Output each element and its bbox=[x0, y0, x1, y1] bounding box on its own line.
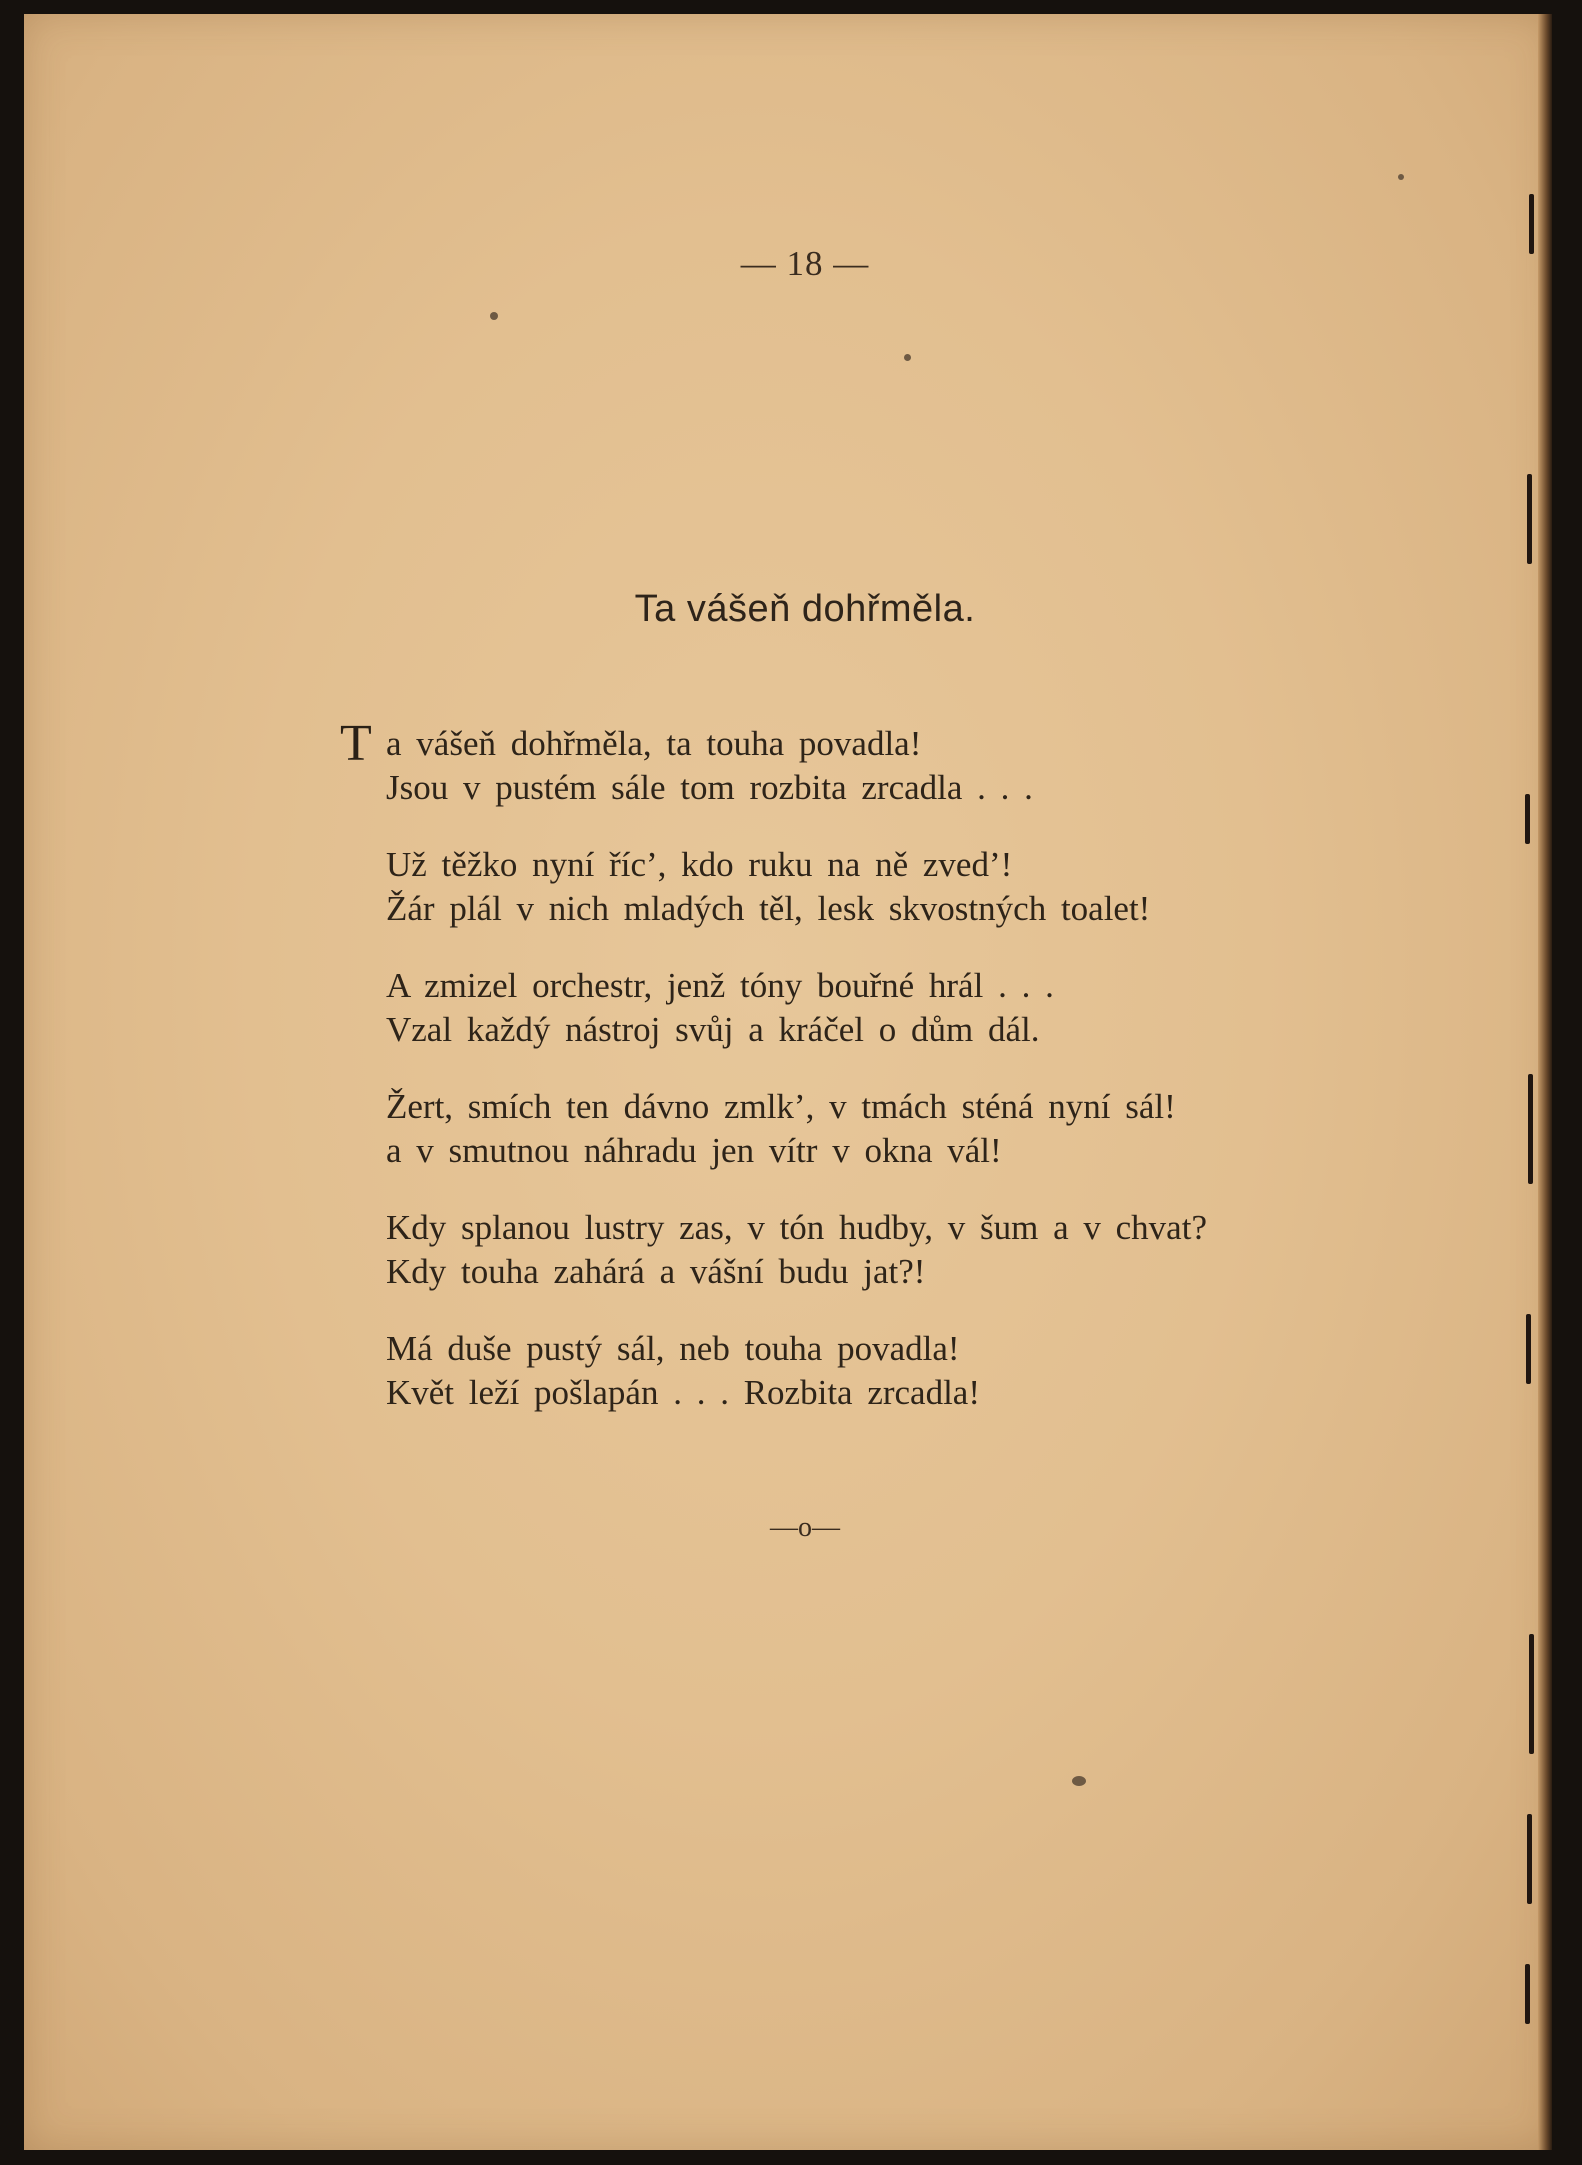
poem-line: Kdy touha zahárá a vášní budu jat?! bbox=[386, 1252, 926, 1291]
poem-line: Jsou v pustém sále tom rozbita zrcadla . . . bbox=[386, 768, 1033, 807]
poem-line bbox=[340, 715, 1286, 772]
paper-speck bbox=[1398, 174, 1404, 180]
stanza bbox=[386, 1085, 1286, 1173]
stanza bbox=[386, 1206, 1286, 1294]
first-line-text: a vášeň dohřměla, ta touha povadla! bbox=[386, 724, 922, 763]
edge-mark bbox=[1525, 1964, 1530, 2024]
poem-line: A zmizel orchestr, jenž tóny bouřné hrál . . . bbox=[386, 966, 1054, 1005]
edge-mark bbox=[1526, 1314, 1531, 1384]
stanza bbox=[340, 715, 1286, 810]
paper-speck bbox=[904, 354, 911, 361]
drop-cap: T bbox=[340, 715, 372, 772]
poem-line: Květ leží pošlapán . . . Rozbita zrcadla! bbox=[386, 1373, 981, 1412]
poem-line: a v smutnou náhradu jen vítr v okna vál! bbox=[386, 1131, 1002, 1170]
poem-body bbox=[340, 715, 1286, 1448]
poem-line: Kdy splanou lustry zas, v tón hudby, v šum a v chvat? bbox=[386, 1208, 1207, 1247]
paper-speck bbox=[1072, 1776, 1086, 1786]
edge-mark bbox=[1527, 474, 1532, 564]
stanza bbox=[386, 843, 1286, 931]
paper-speck bbox=[490, 312, 498, 320]
page-number: — 18 — bbox=[740, 244, 870, 283]
edge-mark bbox=[1529, 1634, 1534, 1754]
edge-mark bbox=[1528, 1074, 1533, 1184]
poem-title: Ta vášeň dohřměla. bbox=[634, 588, 976, 630]
edge-mark bbox=[1527, 1814, 1532, 1904]
poem-line: Má duše pustý sál, neb touha povadla! bbox=[386, 1329, 960, 1368]
end-ornament: —o— bbox=[770, 1512, 840, 1543]
edge-mark bbox=[1525, 794, 1530, 844]
poem-line: Žár plál v nich mladých těl, lesk skvostných toalet! bbox=[386, 889, 1151, 928]
stanza bbox=[386, 964, 1286, 1052]
stanza bbox=[386, 1327, 1286, 1415]
page-edge bbox=[1538, 14, 1552, 2150]
poem-line: Už těžko nyní říc’, kdo ruku na ně zved’! bbox=[386, 845, 1013, 884]
poem-line: Vzal každý nástroj svůj a kráčel o dům dál. bbox=[386, 1010, 1040, 1049]
poem-line: Žert, smích ten dávno zmlk’, v tmách sténá nyní sál! bbox=[386, 1087, 1176, 1126]
